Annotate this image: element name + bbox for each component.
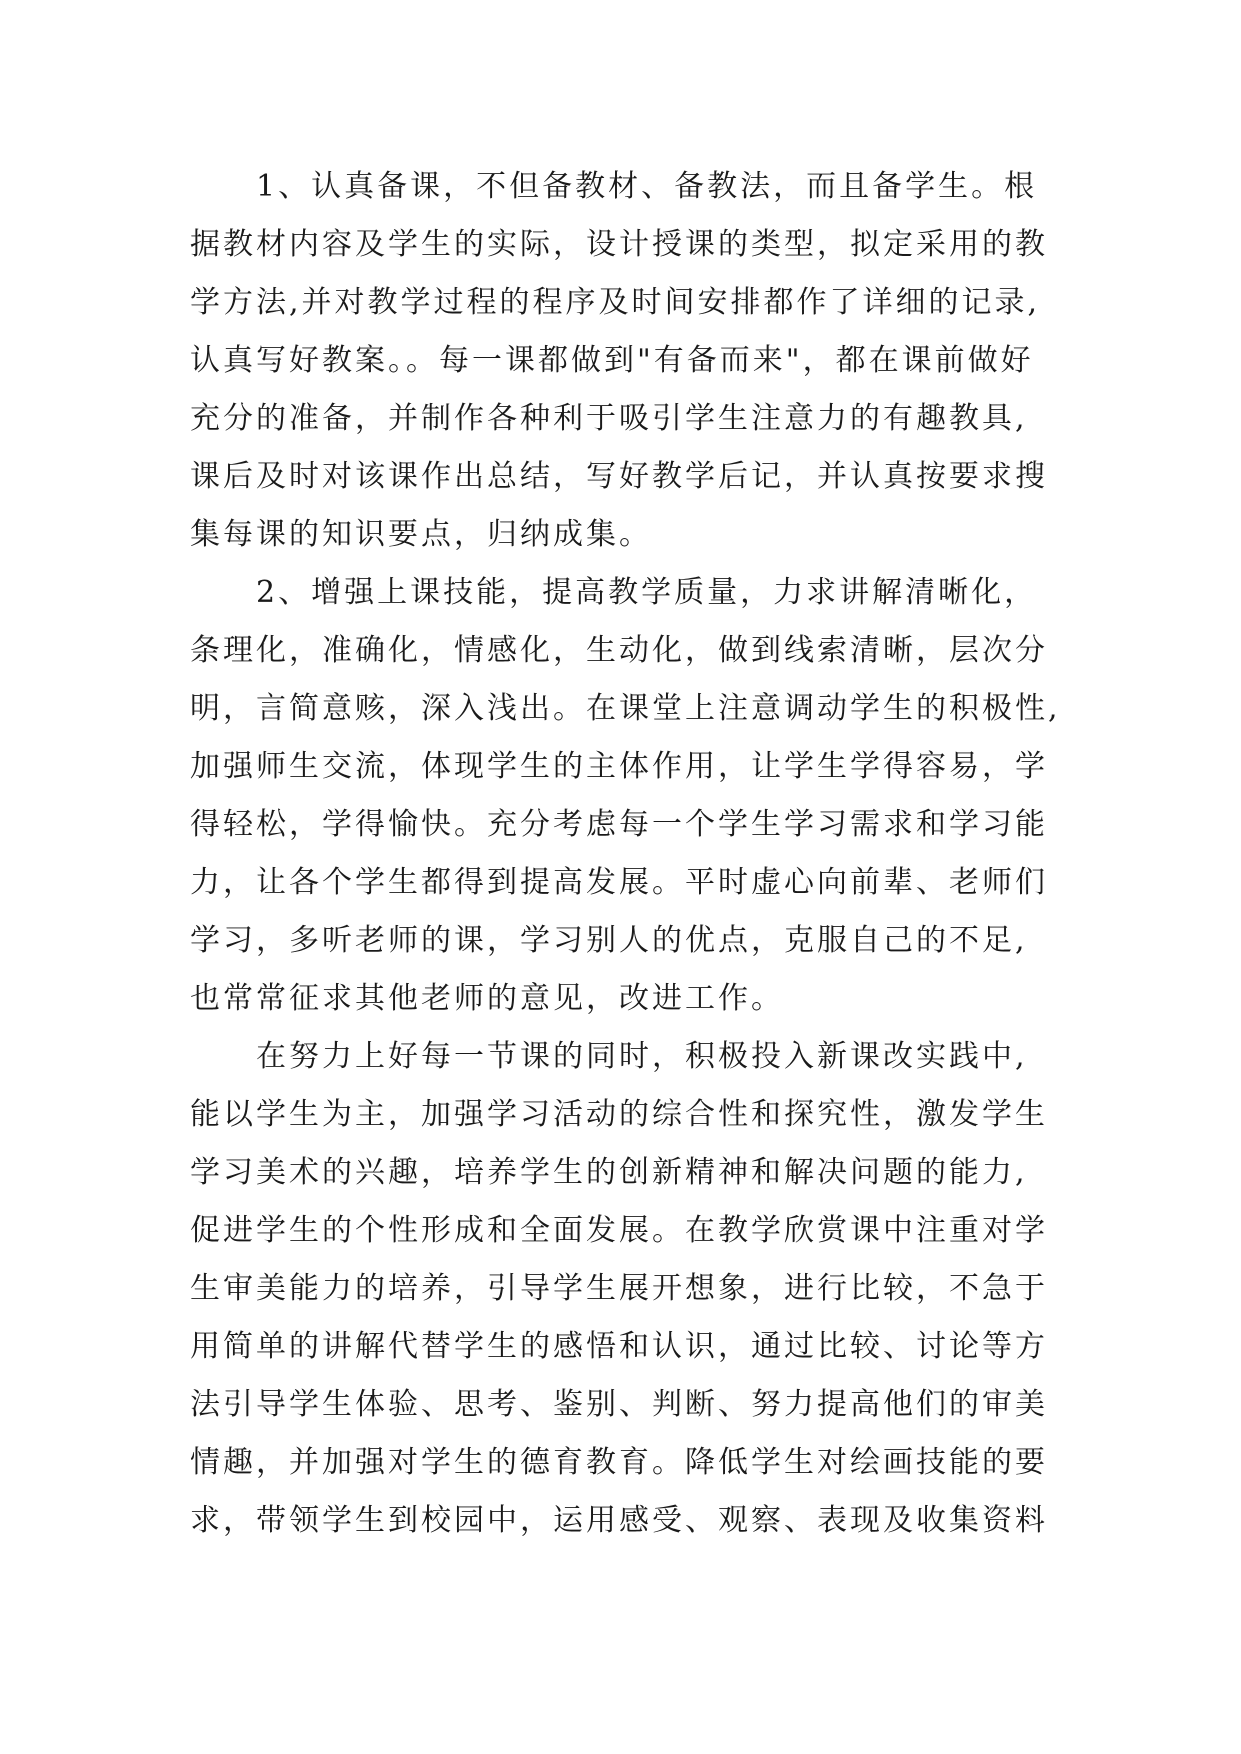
paragraph-2-line-2: 条理化，准确化，情感化，生动化，做到线索清晰，层次分 [190, 633, 1048, 668]
paragraph-2-line-3: 明，言简意赅，深入浅出。在课堂上注意调动学生的积极性, [190, 691, 1061, 726]
document-body [190, 158, 1090, 1550]
paragraph-2-line-7: 学习，多听老师的课，学习别人的优点，克服自己的不足, [190, 923, 1028, 958]
paragraph-3-line-3: 学习美术的兴趣，培养学生的创新精神和解决问题的能力, [190, 1155, 1028, 1190]
paragraph-1-line-6: 课后及时对该课作出总结，写好教学后记，并认真按要求搜 [190, 459, 1048, 494]
paragraph-3-line-4: 促进学生的个性形成和全面发展。在教学欣赏课中注重对学 [190, 1213, 1048, 1248]
paragraph-3-line-7: 法引导学生体验、思考、鉴别、判断、努力提高他们的审美 [190, 1387, 1048, 1422]
paragraph-3-line-5: 生审美能力的培养，引导学生展开想象，进行比较，不急于 [190, 1271, 1048, 1306]
paragraph-3-line-2: 能以学生为主，加强学习活动的综合性和探究性，激发学生 [190, 1097, 1048, 1132]
paragraph-1-line-5: 充分的准备，并制作各种利于吸引学生注意力的有趣教具, [190, 401, 1028, 436]
paragraph-1-line-3: 学方法,并对教学过程的程序及时间安排都作了详细的记录, [190, 285, 1041, 320]
paragraph-3-line-8: 情趣，并加强对学生的德育教育。降低学生对绘画技能的要 [190, 1445, 1048, 1480]
paragraph-2-line-6: 力，让各个学生都得到提高发展。平时虚心向前辈、老师们 [190, 865, 1048, 900]
paragraph-3-line-9: 求，带领学生到校园中，运用感受、观察、表现及收集资料 [190, 1503, 1048, 1538]
paragraph-2-line-8: 也常常征求其他老师的意见，改进工作。 [190, 981, 784, 1016]
paragraph-3-line-1: 在努力上好每一节课的同时，积极投入新课改实践中, [256, 1039, 1028, 1074]
paragraph-1-line-1: 1、认真备课，不但备教材、备教法，而且备学生。根 [256, 169, 1038, 204]
paragraph-1-line-4: 认真写好教案。。每一课都做到"有备而来"，都在课前做好 [190, 343, 1034, 378]
paragraph-3-line-6: 用简单的讲解代替学生的感悟和认识，通过比较、讨论等方 [190, 1329, 1048, 1364]
paragraph-1-line-7: 集每课的知识要点，归纳成集。 [190, 517, 652, 552]
paragraph-1-line-2: 据教材内容及学生的实际，设计授课的类型，拟定采用的教 [190, 227, 1048, 262]
paragraph-2-line-1: 2、增强上课技能，提高教学质量，力求讲解清晰化， [256, 575, 1038, 610]
paragraph-2-line-4: 加强师生交流，体现学生的主体作用，让学生学得容易，学 [190, 749, 1048, 784]
paragraph-2-line-5: 得轻松，学得愉快。充分考虑每一个学生学习需求和学习能 [190, 807, 1048, 842]
